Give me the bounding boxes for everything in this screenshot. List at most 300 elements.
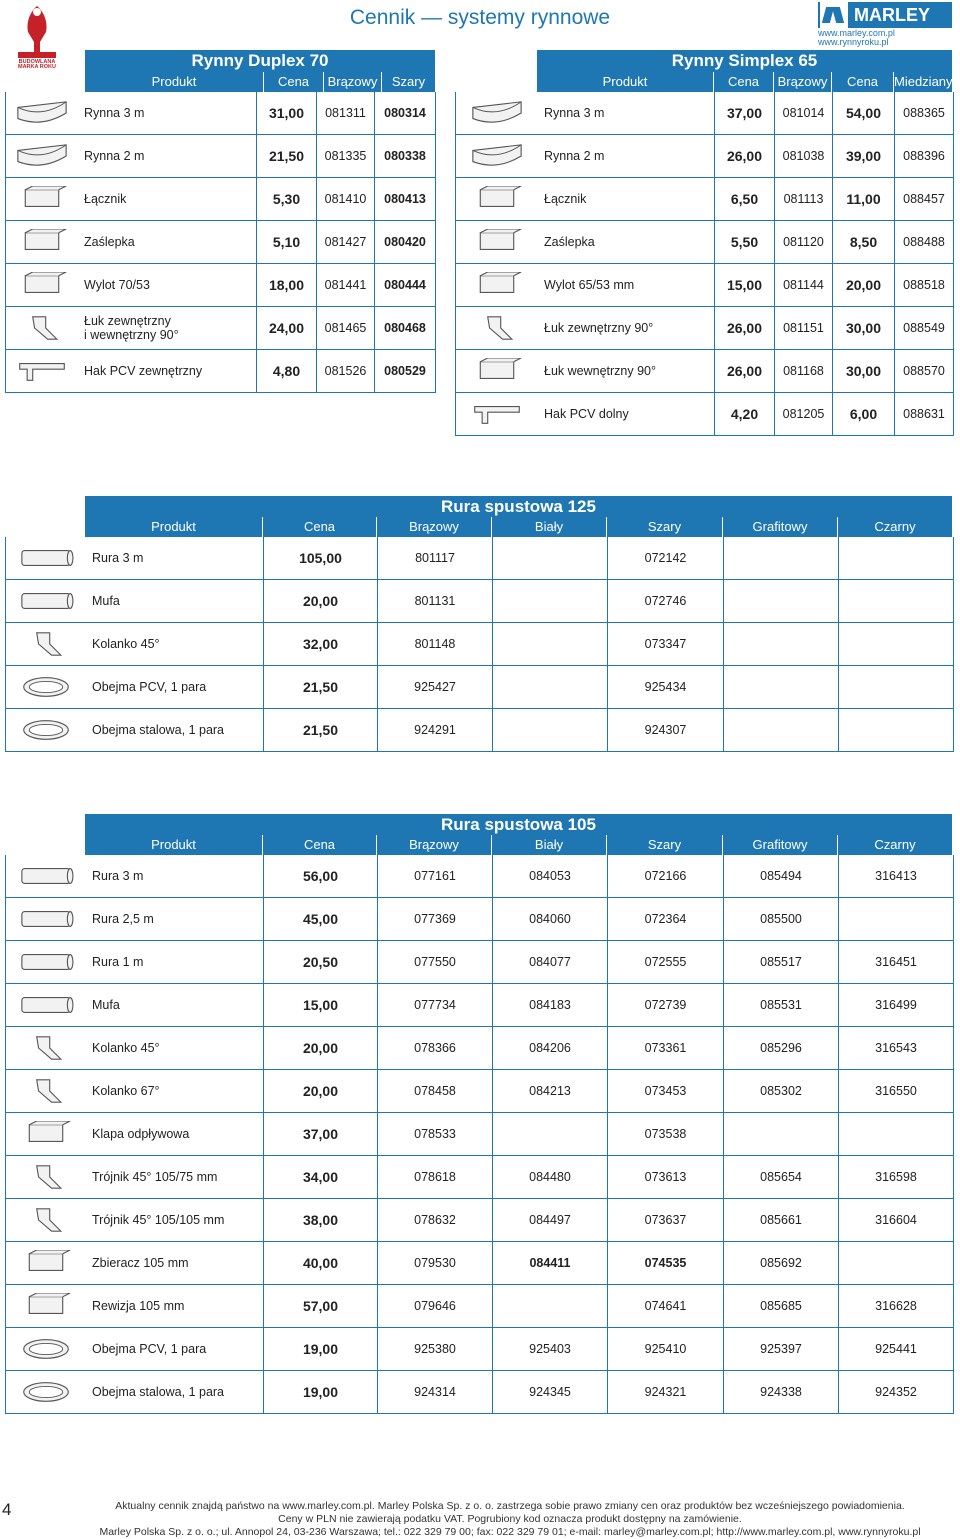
pipe125-column-header <box>85 517 952 537</box>
price: 4,20 <box>714 393 774 436</box>
brand-name: MARLEY <box>854 4 930 25</box>
product-name: Mufa <box>86 580 263 623</box>
product-name: Rura 3 m <box>86 855 263 898</box>
code-graphite <box>723 1113 838 1156</box>
product-image-icon <box>6 580 86 623</box>
product-name: Hak PCV dolny <box>538 393 714 436</box>
code-grey: 072555 <box>607 941 723 984</box>
code-black: 316628 <box>838 1285 953 1328</box>
product-image-icon <box>456 307 538 350</box>
product-image-icon <box>6 1113 86 1156</box>
product-image-icon <box>6 221 78 264</box>
code-grey: 074535 <box>607 1242 723 1285</box>
code-white: 084077 <box>492 941 607 984</box>
code-brown: 801131 <box>377 580 492 623</box>
code-white: 084183 <box>492 984 607 1027</box>
code-grey: 072166 <box>607 855 723 898</box>
price-copper: 39,00 <box>832 135 894 178</box>
code-black: 924352 <box>838 1371 953 1414</box>
product-name: Trójnik 45° 105/75 mm <box>86 1156 263 1199</box>
col-produkt: Produkt <box>151 74 197 89</box>
code-graphite: 085517 <box>723 941 838 984</box>
footer-line-1: Aktualny cennik znajdą państwo na www.marley.com.pl. Marley Polska Sp. z o. o. zastrzega sobie prawo zmiany cen oraz produktów bez wcześniejszego powiadomienia. <box>115 1500 905 1512</box>
product-image-icon <box>456 264 538 307</box>
product-image-icon <box>456 92 538 135</box>
col-produkt: Produkt <box>151 519 196 534</box>
col-grafitowy: Grafitowy <box>722 835 837 855</box>
product-name: Wylot 70/53 <box>78 264 256 307</box>
price: 5,30 <box>256 178 316 221</box>
col-szary: Szary <box>381 72 435 92</box>
col-bialy: Biały <box>491 835 606 855</box>
code-brown: 077369 <box>377 898 492 941</box>
product-name: Kolanko 67° <box>86 1070 263 1113</box>
code-grey: 080314 <box>374 92 435 135</box>
table-row <box>6 1199 953 1242</box>
price: 5,10 <box>256 221 316 264</box>
product-image-icon <box>6 537 86 580</box>
price: 26,00 <box>714 350 774 393</box>
col-szary: Szary <box>606 517 722 537</box>
code-grey: 073453 <box>607 1070 723 1113</box>
table-row <box>6 307 435 350</box>
table-row <box>6 1070 953 1113</box>
code-brown: 078458 <box>377 1070 492 1113</box>
code-grey: 924321 <box>607 1371 723 1414</box>
col-brazowy: Brązowy <box>773 72 831 92</box>
code-brown: 077734 <box>377 984 492 1027</box>
code-brown: 078632 <box>377 1199 492 1242</box>
code-grey: 924307 <box>607 709 723 752</box>
code-black <box>838 1242 953 1285</box>
table-row <box>6 1328 953 1371</box>
code-brown: 081465 <box>316 307 374 350</box>
col-cena-2: Cena <box>831 72 893 92</box>
code-brown: 081120 <box>774 221 832 264</box>
code-graphite <box>723 623 838 666</box>
code-brown: 081311 <box>316 92 374 135</box>
code-brown: 079646 <box>377 1285 492 1328</box>
code-grey: 072739 <box>607 984 723 1027</box>
code-graphite <box>723 580 838 623</box>
code-brown: 081014 <box>774 92 832 135</box>
product-image-icon <box>6 92 78 135</box>
product-image-icon <box>6 1285 86 1328</box>
price: 38,00 <box>263 1199 377 1242</box>
price: 37,00 <box>263 1113 377 1156</box>
price: 45,00 <box>263 898 377 941</box>
price: 26,00 <box>714 135 774 178</box>
product-name: Klapa odpływowa <box>86 1113 263 1156</box>
code-graphite: 924338 <box>723 1371 838 1414</box>
duplex-table <box>5 92 436 393</box>
table-row <box>6 941 953 984</box>
footer <box>60 1500 960 1539</box>
product-image-icon <box>6 1242 86 1285</box>
table-row <box>6 1156 953 1199</box>
product-image-icon <box>6 135 78 178</box>
col-cena: Cena <box>262 517 376 537</box>
code-black: 316598 <box>838 1156 953 1199</box>
code-white <box>492 666 607 709</box>
code-graphite: 085654 <box>723 1156 838 1199</box>
product-name: Trójnik 45° 105/105 mm <box>86 1199 263 1242</box>
code-white <box>492 623 607 666</box>
table-row <box>456 135 953 178</box>
code-white <box>492 1113 607 1156</box>
code-graphite: 085302 <box>723 1070 838 1113</box>
table-row <box>6 1242 953 1285</box>
footer-line-3: Marley Polska Sp. z o. o.; ul. Annopol 24, 03-236 Warszawa; tel.: 022 329 79 00; fax: 022 329 79 01; e-mail: marley@marley.com.pl; http://www.marley.com.pl, www.rynnyroku.pl <box>99 1526 921 1538</box>
code-brown: 801117 <box>377 537 492 580</box>
product-image-icon <box>6 984 86 1027</box>
table-row <box>456 92 953 135</box>
product-image-icon <box>6 1199 86 1242</box>
price: 20,00 <box>263 1070 377 1113</box>
code-brown: 081441 <box>316 264 374 307</box>
product-image-icon <box>6 350 78 393</box>
code-brown: 924291 <box>377 709 492 752</box>
code-copper: 088570 <box>894 350 953 393</box>
marley-logo <box>818 2 952 28</box>
code-grey: 080420 <box>374 221 435 264</box>
table-row <box>6 350 435 393</box>
code-brown: 925380 <box>377 1328 492 1371</box>
price: 24,00 <box>256 307 316 350</box>
product-name: Kolanko 45° <box>86 623 263 666</box>
duplex-column-header <box>85 72 435 92</box>
col-cena: Cena <box>713 72 773 92</box>
svg-text:BUDOWLANA: BUDOWLANA <box>18 59 56 65</box>
code-copper: 088365 <box>894 92 953 135</box>
code-grey: 073538 <box>607 1113 723 1156</box>
code-white: 084053 <box>492 855 607 898</box>
table-row <box>456 264 953 307</box>
price-copper: 54,00 <box>832 92 894 135</box>
marley-mark-icon <box>820 2 848 28</box>
product-name: Zaślepka <box>78 221 256 264</box>
product-name: Rynna 2 m <box>78 135 256 178</box>
product-image-icon <box>6 1328 86 1371</box>
code-brown: 081113 <box>774 178 832 221</box>
simplex-table <box>455 92 954 436</box>
product-image-icon <box>456 350 538 393</box>
code-grey: 073613 <box>607 1156 723 1199</box>
code-white <box>492 537 607 580</box>
col-grafitowy: Grafitowy <box>722 517 837 537</box>
table-row <box>6 178 435 221</box>
code-graphite <box>723 709 838 752</box>
code-black <box>838 898 953 941</box>
table-row <box>6 264 435 307</box>
price: 105,00 <box>263 537 377 580</box>
product-image-icon <box>6 709 86 752</box>
table-row <box>6 709 953 752</box>
code-brown: 079530 <box>377 1242 492 1285</box>
code-brown: 081144 <box>774 264 832 307</box>
col-brazowy: Brązowy <box>323 72 381 92</box>
code-grey: 080338 <box>374 135 435 178</box>
code-black: 316413 <box>838 855 953 898</box>
table-row <box>6 537 953 580</box>
url-marley[interactable]: www.marley.com.pl <box>818 28 895 38</box>
price: 21,50 <box>256 135 316 178</box>
price: 20,00 <box>263 1027 377 1070</box>
code-black <box>838 537 953 580</box>
price: 15,00 <box>714 264 774 307</box>
product-name: Rynna 2 m <box>538 135 714 178</box>
price: 20,00 <box>263 580 377 623</box>
code-white: 084213 <box>492 1070 607 1113</box>
product-name: Zbieracz 105 mm <box>86 1242 263 1285</box>
pipe105-column-header <box>85 835 952 855</box>
page-title: Cennik — systemy rynnowe <box>349 6 611 29</box>
product-name: Obejma stalowa, 1 para <box>86 709 263 752</box>
table-row <box>6 1285 953 1328</box>
code-black <box>838 623 953 666</box>
code-black <box>838 666 953 709</box>
code-grey: 073637 <box>607 1199 723 1242</box>
table-row <box>6 221 435 264</box>
table-row <box>6 855 953 898</box>
table-row <box>6 623 953 666</box>
code-white: 924345 <box>492 1371 607 1414</box>
product-name: Zaślepka <box>538 221 714 264</box>
simplex-column-header <box>537 72 952 92</box>
code-copper: 088549 <box>894 307 953 350</box>
code-graphite: 085685 <box>723 1285 838 1328</box>
col-produkt: Produkt <box>602 74 648 89</box>
code-brown: 801148 <box>377 623 492 666</box>
pipe125-title: Rura spustowa 125 <box>85 496 952 518</box>
code-brown: 081151 <box>774 307 832 350</box>
product-image-icon <box>6 855 86 898</box>
code-brown: 078366 <box>377 1027 492 1070</box>
price: 4,80 <box>256 350 316 393</box>
table-row <box>456 221 953 264</box>
code-grey: 072746 <box>607 580 723 623</box>
table-row <box>6 1371 953 1414</box>
code-graphite: 085692 <box>723 1242 838 1285</box>
price: 19,00 <box>263 1328 377 1371</box>
product-name: Łuk wewnętrzny 90° <box>538 350 714 393</box>
table-row <box>6 666 953 709</box>
product-name: Rewizja 105 mm <box>86 1285 263 1328</box>
page-number: 4 <box>2 1500 12 1519</box>
product-name: Kolanko 45° <box>86 1027 263 1070</box>
code-copper: 088518 <box>894 264 953 307</box>
code-black <box>838 1113 953 1156</box>
code-graphite: 085494 <box>723 855 838 898</box>
price-copper: 30,00 <box>832 307 894 350</box>
code-copper: 088396 <box>894 135 953 178</box>
code-white: 084411 <box>492 1242 607 1285</box>
code-brown: 081427 <box>316 221 374 264</box>
code-brown: 081038 <box>774 135 832 178</box>
code-white: 084060 <box>492 898 607 941</box>
table-row <box>456 393 953 436</box>
code-brown: 081526 <box>316 350 374 393</box>
budowlana-marka-roku-logo <box>8 2 66 68</box>
col-szary: Szary <box>606 835 722 855</box>
product-image-icon <box>456 178 538 221</box>
table-row <box>6 135 435 178</box>
product-name: Łącznik <box>538 178 714 221</box>
col-brazowy: Brązowy <box>376 517 491 537</box>
code-grey: 080529 <box>374 350 435 393</box>
product-name: Łuk zewnętrzny 90° <box>538 307 714 350</box>
svg-text:MARKA ROKU: MARKA ROKU <box>18 64 56 68</box>
code-grey: 072142 <box>607 537 723 580</box>
code-grey: 925410 <box>607 1328 723 1371</box>
code-black: 316550 <box>838 1070 953 1113</box>
col-czarny: Czarny <box>837 517 952 537</box>
price: 21,50 <box>263 666 377 709</box>
code-brown: 078618 <box>377 1156 492 1199</box>
code-graphite: 925397 <box>723 1328 838 1371</box>
code-copper: 088488 <box>894 221 953 264</box>
table-row <box>6 580 953 623</box>
product-name: Obejma stalowa, 1 para <box>86 1371 263 1414</box>
col-cena: Cena <box>262 835 376 855</box>
price: 15,00 <box>263 984 377 1027</box>
product-name: Rura 3 m <box>86 537 263 580</box>
table-row <box>456 307 953 350</box>
product-name: Mufa <box>86 984 263 1027</box>
col-czarny: Czarny <box>837 835 952 855</box>
price: 18,00 <box>256 264 316 307</box>
col-brazowy: Brązowy <box>376 835 491 855</box>
code-grey: 080468 <box>374 307 435 350</box>
product-image-icon <box>6 898 86 941</box>
code-black: 316543 <box>838 1027 953 1070</box>
simplex-title: Rynny Simplex 65 <box>537 50 952 72</box>
code-graphite: 085531 <box>723 984 838 1027</box>
code-black: 316604 <box>838 1199 953 1242</box>
price: 19,00 <box>263 1371 377 1414</box>
code-copper: 088631 <box>894 393 953 436</box>
price: 20,50 <box>263 941 377 984</box>
product-image-icon <box>6 623 86 666</box>
price: 32,00 <box>263 623 377 666</box>
table-row <box>6 984 953 1027</box>
table-row <box>6 1027 953 1070</box>
code-graphite: 085661 <box>723 1199 838 1242</box>
price-copper: 20,00 <box>832 264 894 307</box>
table-row <box>6 898 953 941</box>
footer-line-2: Ceny w PLN nie zawierają podatku VAT. Pogrubiony kod oznacza produkt dostępny na zamówienie. <box>278 1513 742 1525</box>
product-image-icon <box>6 1070 86 1113</box>
code-white <box>492 580 607 623</box>
product-image-icon <box>6 178 78 221</box>
product-image-icon <box>6 307 78 350</box>
col-cena: Cena <box>263 72 323 92</box>
product-name: Wylot 65/53 mm <box>538 264 714 307</box>
col-bialy: Biały <box>491 517 606 537</box>
code-black <box>838 709 953 752</box>
price: 5,50 <box>714 221 774 264</box>
code-graphite <box>723 666 838 709</box>
product-name: Rynna 3 m <box>538 92 714 135</box>
price: 6,50 <box>714 178 774 221</box>
product-image-icon <box>6 1156 86 1199</box>
code-graphite <box>723 537 838 580</box>
code-white: 084480 <box>492 1156 607 1199</box>
price: 37,00 <box>714 92 774 135</box>
code-black <box>838 580 953 623</box>
price: 40,00 <box>263 1242 377 1285</box>
product-image-icon <box>456 135 538 178</box>
code-graphite: 085296 <box>723 1027 838 1070</box>
duplex-title: Rynny Duplex 70 <box>85 50 435 72</box>
code-brown: 081335 <box>316 135 374 178</box>
table-row <box>456 178 953 221</box>
product-name: Łącznik <box>78 178 256 221</box>
price-copper: 8,50 <box>832 221 894 264</box>
code-brown: 078533 <box>377 1113 492 1156</box>
code-grey: 080413 <box>374 178 435 221</box>
product-image-icon <box>6 941 86 984</box>
price-copper: 6,00 <box>832 393 894 436</box>
code-brown: 925427 <box>377 666 492 709</box>
product-image-icon <box>6 1027 86 1070</box>
table-row <box>6 92 435 135</box>
product-image-icon <box>456 393 538 436</box>
code-brown: 081410 <box>316 178 374 221</box>
product-name: Rura 1 m <box>86 941 263 984</box>
price: 21,50 <box>263 709 377 752</box>
code-white <box>492 709 607 752</box>
price: 57,00 <box>263 1285 377 1328</box>
price: 56,00 <box>263 855 377 898</box>
pipe105-title: Rura spustowa 105 <box>85 814 952 836</box>
code-black: 316451 <box>838 941 953 984</box>
price: 31,00 <box>256 92 316 135</box>
url-rynnyroku[interactable]: www.rynnyroku.pl <box>818 37 889 47</box>
code-grey: 072364 <box>607 898 723 941</box>
code-white: 084497 <box>492 1199 607 1242</box>
code-grey: 074641 <box>607 1285 723 1328</box>
code-grey: 925434 <box>607 666 723 709</box>
code-white: 084206 <box>492 1027 607 1070</box>
product-image-icon <box>6 666 86 709</box>
product-name: Hak PCV zewnętrzny <box>78 350 256 393</box>
price-copper: 30,00 <box>832 350 894 393</box>
product-image-icon <box>6 264 78 307</box>
code-black: 925441 <box>838 1328 953 1371</box>
code-graphite: 085500 <box>723 898 838 941</box>
table-row <box>6 1113 953 1156</box>
code-copper: 088457 <box>894 178 953 221</box>
product-name: Obejma PCV, 1 para <box>86 1328 263 1371</box>
col-produkt: Produkt <box>151 837 196 852</box>
code-white <box>492 1285 607 1328</box>
price: 26,00 <box>714 307 774 350</box>
code-brown: 081168 <box>774 350 832 393</box>
product-image-icon <box>6 1371 86 1414</box>
code-white: 925403 <box>492 1328 607 1371</box>
pipe125-table <box>5 537 954 752</box>
product-name: Łuk zewnętrzny i wewnętrzny 90° <box>78 307 256 350</box>
table-row <box>456 350 953 393</box>
product-image-icon <box>456 221 538 264</box>
code-brown: 077161 <box>377 855 492 898</box>
pipe105-table <box>5 855 954 1414</box>
code-brown: 077550 <box>377 941 492 984</box>
product-name: Rura 2,5 m <box>86 898 263 941</box>
price: 34,00 <box>263 1156 377 1199</box>
product-name: Obejma PCV, 1 para <box>86 666 263 709</box>
